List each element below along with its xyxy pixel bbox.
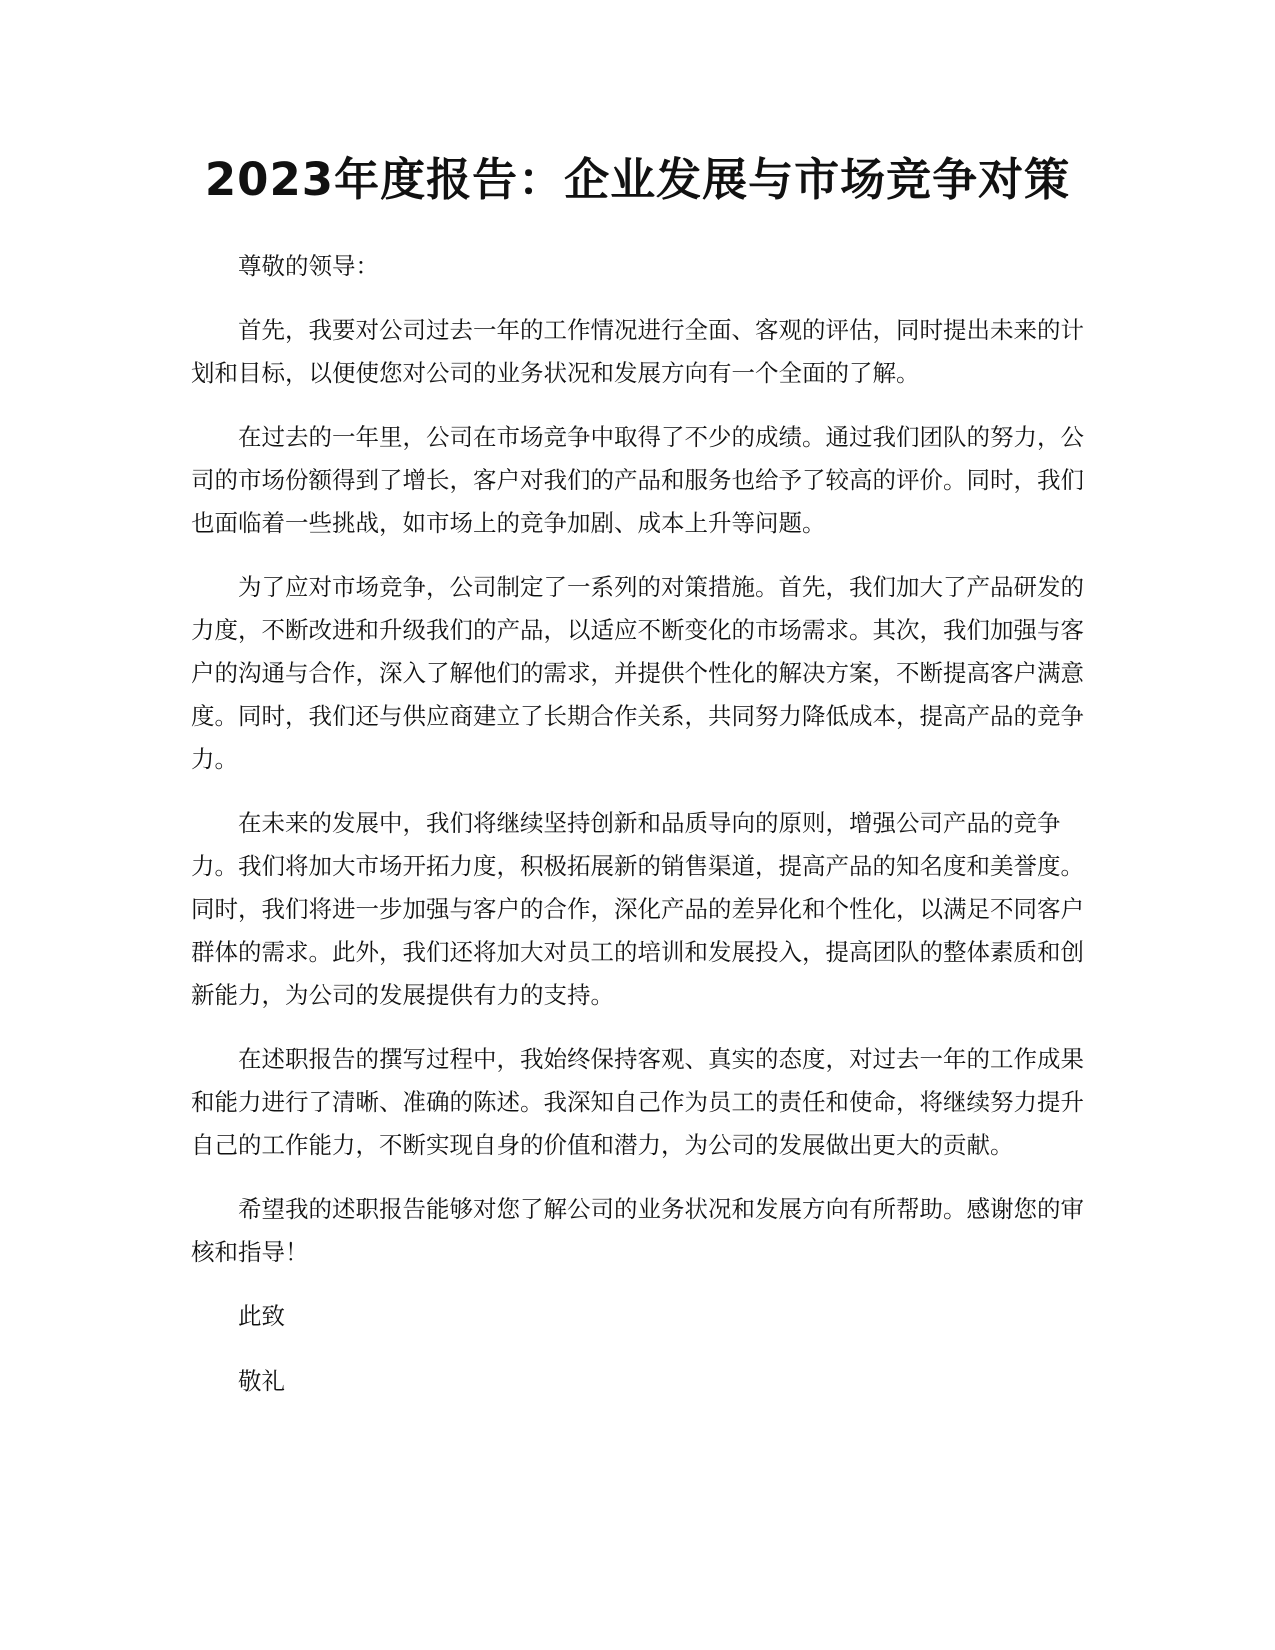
document-body (191, 245, 1095, 1425)
paragraph: 为了应对市场竞争，公司制定了一系列的对策措施。首先，我们加大了产品研发的力度，不断改进和升级我们的产品，以适应不断变化的市场需求。其次，我们加强与客户的沟通与合作，深入了解他们的需求，并提供个性化的解决方案，不断提高客户满意度。同时，我们还与供应商建立了长期合作关系，共同努力降低成本，提高产品的竞争力。 (191, 573, 1084, 773)
paragraph: 在未来的发展中，我们将继续坚持创新和品质导向的原则，增强公司产品的竞争力。我们将加大市场开拓力度，积极拓展新的销售渠道，提高产品的知名度和美誉度。同时，我们将进一步加强与客户的合作，深化产品的差异化和个性化，以满足不同客户群体的需求。此外，我们还将加大对员工的培训和发展投入，提高团队的整体素质和创新能力，为公司的发展提供有力的支持。 (191, 809, 1084, 1009)
closing-line: 此致 (238, 1302, 285, 1330)
paragraph: 希望我的述职报告能够对您了解公司的业务状况和发展方向有所帮助。感谢您的审核和指导！ (191, 1195, 1084, 1266)
paragraph: 首先，我要对公司过去一年的工作情况进行全面、客观的评估，同时提出未来的计划和目标，以便使您对公司的业务状况和发展方向有一个全面的了解。 (191, 316, 1084, 387)
closing-line: 敬礼 (238, 1367, 285, 1395)
salutation: 尊敬的领导： (238, 252, 379, 280)
paragraph: 在述职报告的撰写过程中，我始终保持客观、真实的态度，对过去一年的工作成果和能力进行了清晰、准确的陈述。我深知自己作为员工的责任和使命，将继续努力提升自己的工作能力，不断实现自身的价值和潜力，为公司的发展做出更大的贡献。 (191, 1045, 1084, 1159)
document-title: 2023年度报告：企业发展与市场竞争对策 (204, 153, 1071, 206)
paragraph: 在过去的一年里，公司在市场竞争中取得了不少的成绩。通过我们团队的努力，公司的市场份额得到了增长，客户对我们的产品和服务也给予了较高的评价。同时，我们也面临着一些挑战，如市场上的竞争加剧、成本上升等问题。 (191, 423, 1084, 537)
